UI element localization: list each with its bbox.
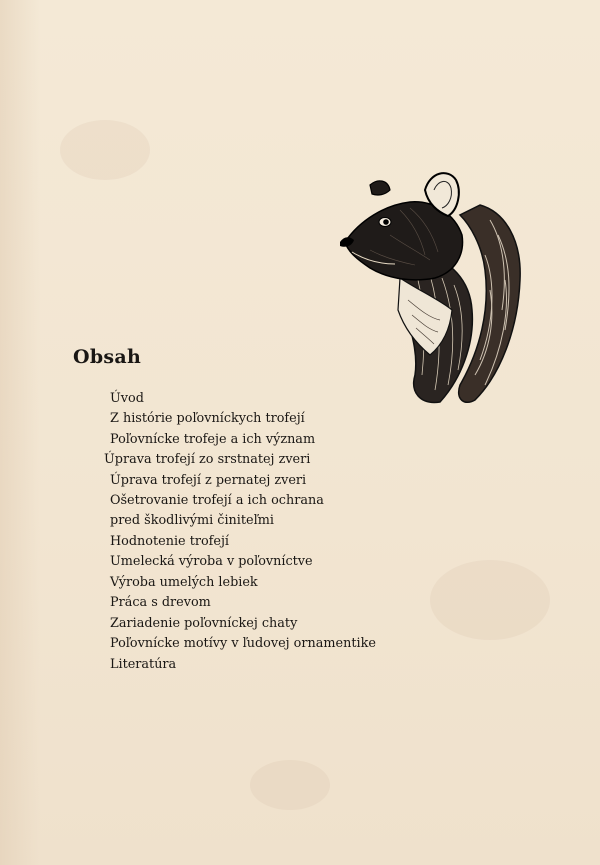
toc-entry-title: Úprava trofejí z pernatej zveri bbox=[110, 473, 307, 488]
toc-title: Obsah bbox=[73, 346, 142, 368]
toc-entry-title: Úprava trofejí zo srstnatej zveri bbox=[104, 452, 311, 467]
toc-entry-title: Literatúra bbox=[110, 657, 177, 672]
toc-entry-title: Poľovnícke trofeje a ich význam bbox=[110, 432, 316, 447]
toc-entry-title: Ošetrovanie trofejí a ich ochrana bbox=[110, 493, 324, 508]
paper-stain bbox=[430, 560, 550, 640]
toc-entry-title: Práca s drevom bbox=[110, 595, 211, 610]
paper-stain bbox=[250, 760, 330, 810]
toc-entry-title: Výroba umelých lebiek bbox=[110, 575, 258, 590]
marten-head-trophy-icon bbox=[330, 160, 530, 410]
toc-entry-title: Zariadenie poľovníckej chaty bbox=[110, 616, 298, 631]
toc-entry-title: Hodnotenie trofejí bbox=[110, 534, 230, 549]
toc-entry-title: Z histórie poľovníckych trofejí bbox=[110, 411, 305, 426]
toc-entry-title: Úvod bbox=[110, 391, 144, 406]
toc-entry-title: Poľovnícke motívy v ľudovej ornamentike bbox=[110, 636, 376, 651]
toc-entry-title: pred škodlivými činiteľmi bbox=[110, 513, 274, 528]
toc-entry-title: Umelecká výroba v poľovníctve bbox=[110, 554, 313, 569]
paper-stain bbox=[60, 120, 150, 180]
